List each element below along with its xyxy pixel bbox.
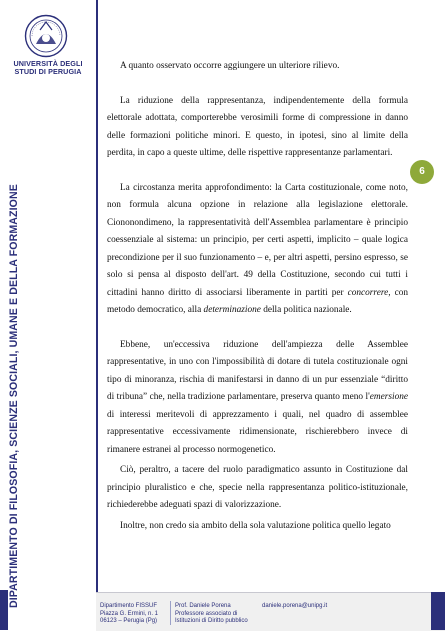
footer-department: Dipartimento FISSUF Piazza G. Ermini, n. 1 06123 – Perugia (Pg)	[100, 603, 159, 625]
footer-accent-bar	[431, 592, 445, 630]
paragraph-3: La circostanza merita approfondimento: la Carta costituzionale, come noto, non formula alcuna opzione in relazione alla legislazione elettorale. Ciononondimeno, la rappresentatività dell'Assemblea parlamentare è principio coessenziale al sistema: un principio, per certi aspetti, implicito – quale logica precondizione per il suo funzionamento – e, per altri aspetti, persino espresso, se solo si pensa al disposto dell'art. 49 della Costituzione, secondo cui tutti i cittadini hanno diritto di associarsi liberamente in partiti per concorrere, con metodo democratico, alla determinazione della politica nazionale.	[107, 182, 408, 315]
paragraph-4: Ebbene, un'eccessiva riduzione dell'ampiezza delle Assemblee rappresentative, in uno con l'impossibilità di dotare di tutela costituzionale ogni tipo di minoranza, rischia di manifestarsi in danno di un pur essenziale “diritto di tribuna” che, nella tradizione parlamentare, preserva quanto meno l'emersione di interessi meritevoli di apprezzamento i quali, nel quadro di assemblee rappresentative eccessivamente ridimensionate, rischierebbero invece di rimanere estranei al processo normogenetico.	[107, 339, 408, 455]
paragraph-2: La riduzione della rappresentanza, indipendentemente della formula elettorale adottata, comporterebbe verosimili forme di compressione in danno delle formazioni politiche minori. E questo, in ipotesi, sino al limite della perdita, in capo a queste ultime, delle rispettive rappresentanze parlamentari.	[107, 95, 408, 158]
paragraph-6: Inoltre, non credo sia ambito della sola valutazione politica quello legato	[120, 520, 391, 531]
sidebar-accent-bar	[0, 590, 8, 630]
university-seal-icon	[24, 14, 68, 58]
emphasis-determinazione: determinazione	[203, 305, 261, 315]
vertical-divider	[96, 0, 98, 600]
department-label: DIPARTIMENTO DI FILOSOFIA, SCIENZE SOCIALI, UMANE E DELLA FORMAZIONE	[8, 184, 20, 608]
footer	[96, 592, 445, 631]
document-body	[107, 58, 408, 535]
emphasis-emersione: emersione	[369, 392, 408, 402]
university-name: UNIVERSITÀ DEGLI STUDI DI PERUGIA	[13, 59, 83, 76]
page-number-badge: 6	[410, 160, 434, 184]
footer-professor: Prof. Daniele Porena Professore associato di Istituzioni di Diritto pubblico	[175, 603, 248, 625]
footer-email[interactable]: daniele.porena@unipg.it	[262, 603, 328, 609]
footer-divider	[170, 601, 171, 625]
emphasis-concorrere: concorrere	[347, 287, 389, 298]
paragraph-1: A quanto osservato occorre aggiungere un ulteriore rilievo.	[120, 61, 340, 71]
paragraph-5: Ciò, peraltro, a tacere del ruolo paradigmatico assunto in Costituzione dal principio pluralistico e che, specie nella rappresentanza politico-istituzionale, richiederebbe adeguati spazi di valorizzazione.	[107, 465, 408, 510]
